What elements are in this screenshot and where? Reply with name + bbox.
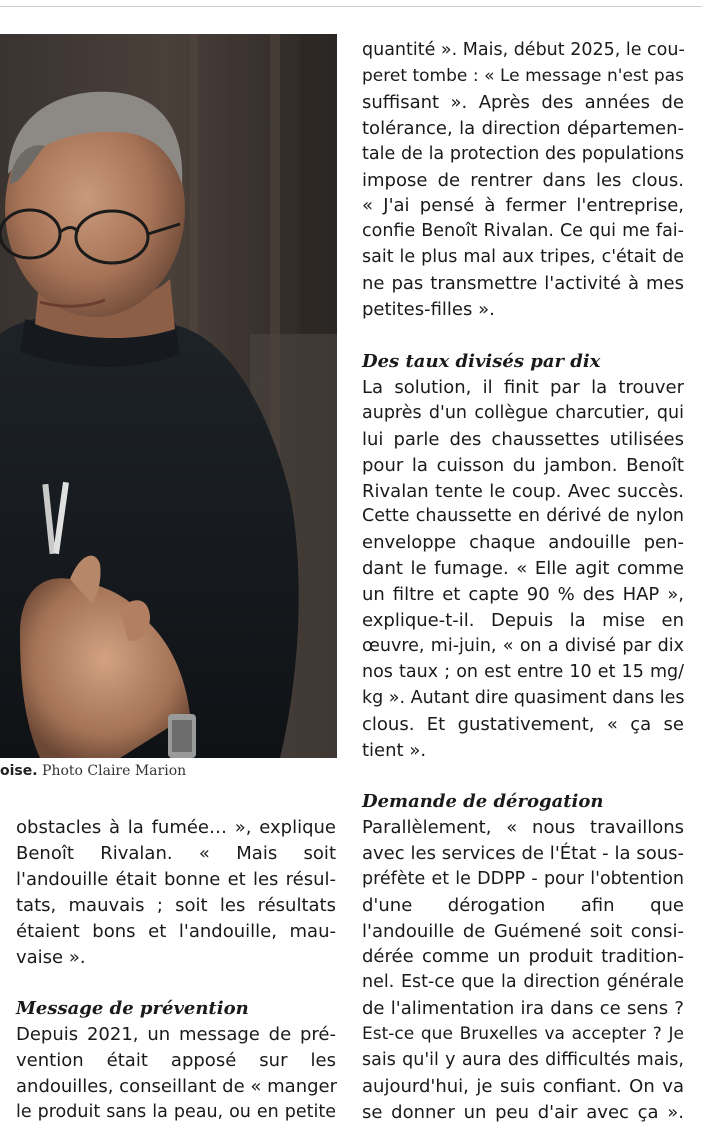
- text-line: vention était apposé sur les: [16, 1050, 336, 1072]
- text-line: Est-ce que Bruxelles va accepter ? Je: [362, 1024, 684, 1045]
- text-line: tient ».: [362, 739, 427, 761]
- article-column-left-bottom: [16, 815, 336, 1126]
- text-line: œuvre, mi-juin, « on a divisé par dix: [362, 635, 684, 656]
- text-line: un filtre et capte 90 % des HAP »,: [362, 584, 684, 606]
- text-line: Cette chaussette en dérivé de nylon: [362, 506, 684, 527]
- text-line: enveloppe chaque andouille pen-: [362, 532, 684, 554]
- text-line: l'andouille de Guémené soit consi-: [362, 920, 684, 942]
- article-column-right-bottom: [362, 789, 684, 1126]
- text-line: tale de la protection des populations: [362, 143, 684, 164]
- top-rule: [0, 6, 702, 7]
- text-line: sait le plus mal aux tripes, c'était de: [362, 247, 684, 268]
- text-line: d'une dérogation afin que: [362, 894, 684, 916]
- text-line: dant le fumage. « Elle agit comme: [362, 558, 684, 580]
- text-line: clous. Et gustativement, « ça se: [362, 713, 684, 735]
- text-line: suffisant ». Après des années de: [362, 91, 684, 113]
- text-line: Depuis 2021, un message de pré-: [16, 1024, 336, 1046]
- text-line: Parallèlement, « nous travaillons: [362, 816, 684, 838]
- text-line: obstacles à la fumée… », explique: [16, 817, 336, 838]
- caption-credit: Photo Claire Marion: [42, 763, 187, 779]
- portrait-illustration: [0, 34, 337, 758]
- text-line: peret tombe : « Le message n'est pas: [362, 65, 684, 86]
- text-line: quantité ». Mais, début 2025, le cou-: [362, 40, 685, 60]
- text-line: ne pas transmettre l'activité à mes: [362, 273, 684, 295]
- text-line: Benoît Rivalan. « Mais soit: [16, 842, 336, 864]
- section-heading: Des taux divisés par dix: [362, 350, 601, 372]
- text-line: petites-filles ».: [362, 299, 495, 321]
- text-line: pour la cuisson du jambon. Benoît: [362, 454, 684, 476]
- text-line: « J'ai pensé à fermer l'entreprise,: [362, 195, 684, 217]
- text-line: explique-t-il. Depuis la mise en: [362, 610, 684, 632]
- text-line: nel. Est-ce que la direction générale: [362, 972, 684, 993]
- section-heading: Demande de dérogation: [362, 791, 604, 812]
- text-line: tats, mauvais ; soit les résultats: [16, 894, 336, 916]
- text-line: confie Benoît Rivalan. Ce qui me fai-: [362, 221, 684, 242]
- text-line: impose de rentrer dans les clous.: [362, 169, 684, 191]
- text-line: sais qu'il y aura des difficultés mais,: [362, 1050, 684, 1071]
- text-line: se donner un peu d'air avec ça ».: [362, 1101, 684, 1123]
- caption-location: oise.: [0, 763, 38, 779]
- text-line: préfète et le DDPP - pour l'obtention: [362, 868, 684, 889]
- text-line: andouilles, conseillant de « manger: [16, 1076, 338, 1098]
- text-line: l'andouille était bonne et les résul-: [16, 868, 336, 890]
- text-line: de l'alimentation ira dans ce sens ?: [362, 998, 684, 1020]
- text-line: lui parle des chaussettes utilisées: [362, 428, 684, 450]
- text-line: aujourd'hui, je suis confiant. On va: [362, 1075, 684, 1097]
- article-column-right-top: [362, 38, 684, 763]
- text-line: auprès d'un collègue charcutier, qui: [362, 402, 684, 423]
- text-line: nos taux ; on est entre 10 et 15 mg/: [362, 661, 684, 682]
- text-line: vaise ».: [16, 946, 86, 968]
- text-line: dérée comme un produit tradition-: [362, 946, 684, 968]
- text-line: étaient bons et l'andouille, mau-: [16, 920, 336, 942]
- text-line: Rivalan tente le coup. Avec succès.: [362, 480, 684, 502]
- photo-caption: [0, 763, 186, 779]
- section-heading: Message de prévention: [16, 998, 249, 1020]
- text-line: avec les services de l'État - la sous-: [362, 842, 684, 864]
- text-line: tolérance, la direction départemen-: [362, 117, 684, 139]
- text-line: le produit sans la peau, ou en petite: [16, 1102, 336, 1123]
- text-line: kg ». Autant dire quasiment dans les: [362, 687, 685, 708]
- text-line: La solution, il finit par la trouver: [362, 376, 684, 398]
- portrait-photo: [0, 34, 337, 758]
